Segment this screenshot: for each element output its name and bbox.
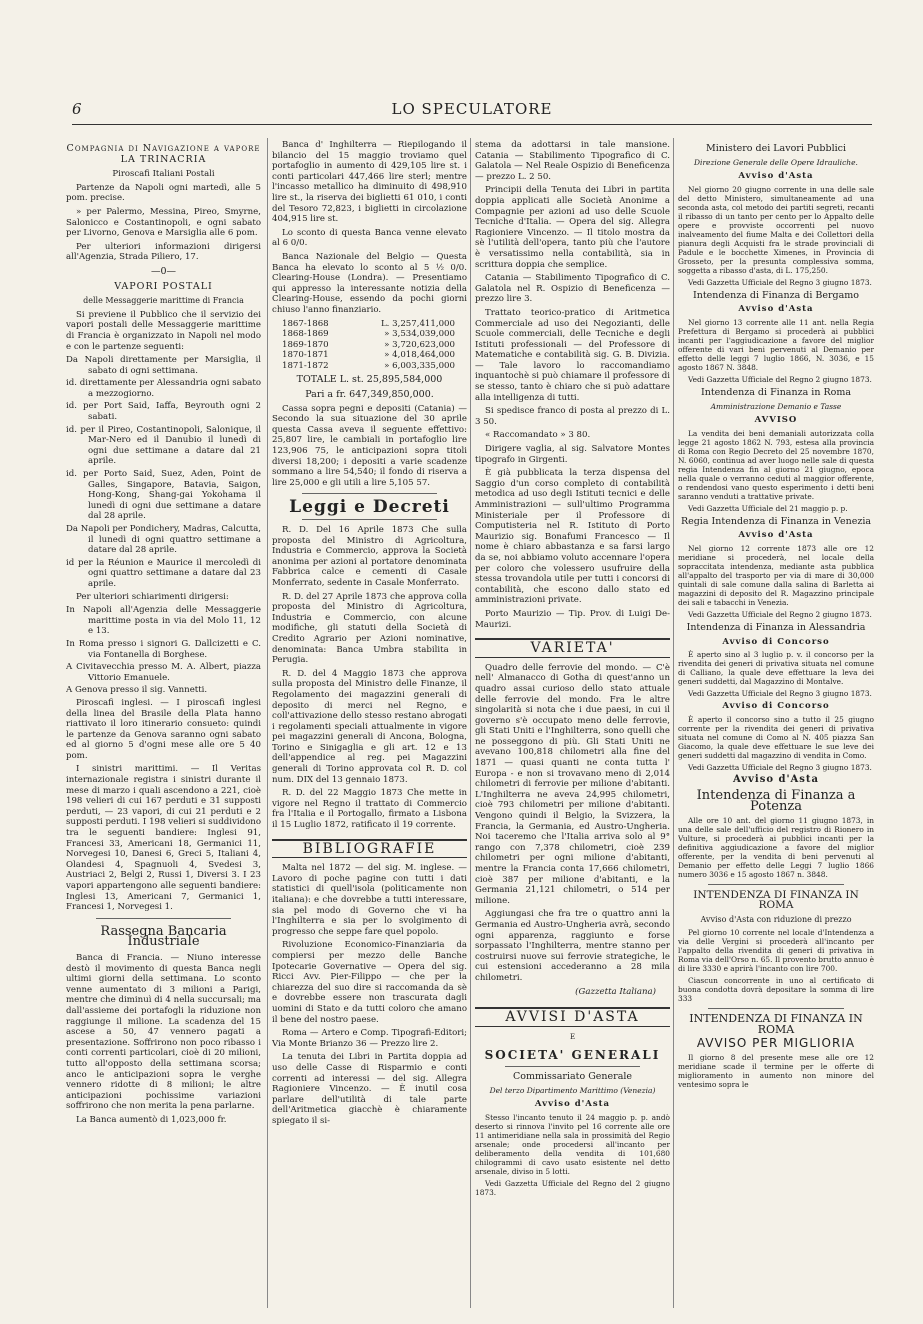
paragraph: Porto Maurizio — Tip. Prov. di Luigi De-Maurizi. [475, 608, 670, 630]
paragraph: R. D. del 27 Aprile 1873 che approva colla proposta del Ministro di Agricoltura, Industria e Commercio, con alcune modifiche, gli statuti della Società di Credito Agrario per Azioni nominative, denominata: Banca Umbra stabilita in Perugia. [272, 591, 467, 666]
roma3-title: INTENDENZA DI FINANZA IN ROMA [689, 1012, 863, 1036]
column-3 [475, 140, 670, 1305]
trinacria-title: Compagnia di Navigazione a vapore LA TRINACRIA [66, 143, 261, 165]
avvisi-conjunction: E [569, 1032, 576, 1041]
paragraph: Nel giorno 13 corrente alle 11 ant. nella Regia Prefettura di Bergamo si procederà ai pubblici incanti per l'aggiudicazione a favore del miglior offerente di vari beni pervenuti al Demanio per effetto delle leggi 7 luglio 1866, N. 3036, e 15 agosto 1867 N. 3848. [678, 317, 874, 372]
roma2-title: INTENDENZA DI FINANZA IN ROMA [693, 888, 859, 912]
leggi-title: Leggi e Decreti [289, 497, 450, 518]
list-item: id per la Réunion e Maurice il mercoledì di ogni quattro settimane a datare dal 23 aprile. [66, 557, 261, 589]
paragraph: Lo sconto di questa Banca venne elevato al 6 0/0. [272, 227, 467, 249]
paragraph: Alle ore 10 ant. del giorno 11 giugno 1873, in una delle sale dell'ufficio del registro di Rionero in Vulture, si procederà ai pubblici incanti per la definitiva aggiudicazione a favore del miglior offerente, per la vendita di beni pervenuti al Demanio per effetto delle Leggi 7 luglio 1866 numero 3036 e 15 agosto 1867 n. 3848. [678, 815, 874, 879]
column-4 [678, 140, 874, 1305]
paragraph: Si previene il Pubblico che il servizio dei vapori postali delle Messaggerie marittime di Francia è organizzato in Napoli nel modo e con le partenze seguenti: [66, 309, 261, 352]
paragraph: Vedi Gazzetta Ufficiale del Regno 3 giugno 1873. [688, 277, 872, 287]
clearing-row: 1870-1871 » 4,018,464,000 [282, 350, 455, 361]
divider [96, 918, 231, 919]
paragraph: È aperto sino al 3 luglio p. v. il concorso per la rivendita dei generi di privativa situata nel comune di Calliano, la quale deve effettuare la leva dei generi suddetti, dal Magazzino di Montalve. [678, 650, 874, 687]
clearing-pari: Pari a fr. 647,349,850,000. [305, 389, 434, 401]
paragraph: Rivoluzione Economico-Finanziaria da compiersi per mezzo delle Banche Ipotecarie Governative — Opera del sig. Ricci Avv. Pier-Filippo — che per la chiarezza del suo dire si raccomanda da sè e dovrebbe essere non trascurata dagli uomini di Stato e da tutti coloro che amano il bene del nostro paese. [272, 940, 467, 1025]
avviso-heading: Avviso di Concorso [722, 701, 830, 712]
paragraph: Ciascun concorrente in uno al certificato di buona condotta dovrà depositare la somma di lire 333 [678, 976, 874, 1004]
venezia-title: Regia Intendenza di Finanza in Venezia [680, 515, 872, 527]
divider [708, 1008, 844, 1009]
column-divider [673, 138, 674, 1308]
paragraph: Banca di Francia. — Niuno interesse destò il movimento di questa Banca negli ultimi giorni della settimana. Lo sconto venne aumentato di 3 milioni a Parigi, mentre che diminuì di 4 nella succursali; ma dall'assieme dei portafogli la riduzione non raggiunge il milione. La scadenza del 15 ascese a 50, 47 vennero pagati a presentazione. Soffrirono non poco ribasso i conti correnti particolari, cioè di 20 milioni, tutto all'opposto della settimana scorsa; anco le anticipazioni sopra le verghe vennero ridotte di 8 milioni; le altre anticipazioni pochissime variazioni soffrirono che non merita la pena parlarne. [66, 952, 261, 1112]
paragraph: La vendita dei beni demaniali autorizzata colla legge 21 agosto 1862 N. 793, estesa alla provincia di Roma con Regio Decreto del 25 novembre 1870, N. 6060, continua ad aver luogo nelle sale di questa regia Intendenza fin al giorno 21 giugno, epoca nella quale o verranno ceduti al maggior offerente, o rendendosi vano questo esperimento i detti beni saranno venduti a trattative private. [678, 428, 874, 501]
paragraph: Pel giorno 10 corrente nel locale d'Intendenza a via delle Vergini si procederà all'incanto per l'appalto della rivendita di generi di privativa in Roma via dell'Orso n. 65. Il provento brutto annuo è di lire 3330 e aprirà l'incanto con lire 700. [678, 928, 874, 974]
paragraph: Dirigere vaglia, al sig. Salvatore Montes tipografo in Girgenti. [475, 444, 670, 465]
roma-title: Intendenza di Finanza in Roma [700, 386, 852, 398]
paragraph: Per ulteriori informazioni dirigersi all'Agenzia, Strada Piliero, 17. [66, 241, 261, 263]
paragraph: Principii della Tenuta dei Libri in partita doppia applicati alle Società Anonime a Compagnie per azioni ad uso delle Scuole Tecniche d'Italia. — Opera del sig. Allegra Ragioniere Vincenzo. — Il titolo mostra da sè l'utilità dell'opera, tanto più che l'autore è versatissimo nella contabilità, sia in scrittura doppia che semplice. [475, 185, 670, 270]
list-item: id. direttamente per Alessandria ogni sabato a mezzogiorno. [66, 378, 261, 399]
paragraph: Aggiungasi che fra tre o quattro anni la Germania ed Austro-Ungheria avrà, secondo ogni apparenza, raggiunto e forse sorpassato l'Inghilterra, mentre stanno per costruirsi nuove sui ferrovie strategiche, le cui estensioni accederanno a 28 mila chilometri. [475, 909, 670, 983]
paragraph: Il giorno 8 del presente mese alle ore 12 meridiane scade il termine per le offerte di miglioramento in aumento non minore del ventesimo sopra le [678, 1053, 874, 1090]
separator: —0— [150, 265, 177, 277]
paragraph: Vedi Gazzetta Ufficiale del Regno del 2 giugno 1873. [475, 1178, 670, 1197]
list-item: id. per Port Said, Iaffa, Beyrouth ogni 2 sabati. [66, 401, 261, 423]
divider [505, 1066, 640, 1067]
avviso-heading: Avviso d'Asta [534, 1099, 611, 1110]
paragraph: R. D. del 22 Maggio 1873 Che mette in vigore nel Regno il trattato di Commercio fra l'Italia e il Portogallo, firmato a Lisbona il 15 Luglio 1872, ratificato il 19 corrente. [272, 788, 467, 831]
divider [302, 519, 437, 520]
paragraph: Nel giorno 12 corrente 1873 alle ore 12 meridiane si procederà, nel locale della sopraccitata intendenza, mediante asta pubblica all'appalto del trasporto per via di mare di 30,000 quintali di sale comune dalla salina di Barletta ai magazzini di deposito del R. Magazzino principale dei sali e tabacchi in Venezia. [678, 543, 874, 607]
clearing-total: TOTALE L. st. 25,895,584,000 [296, 374, 443, 386]
avviso-heading: Avviso d'Asta [738, 171, 814, 182]
clearing-row: 1867-1868 L. 3,257,411,000 [282, 318, 455, 329]
paragraph: Partenze da Napoli ogni martedì, alle 5 pom. precise. [66, 182, 261, 204]
paragraph: Trattato teorico-pratico di Aritmetica Commerciale ad uso dei Negozianti, delle Scuole commerciali, delle Tecniche e degli Istituti professionali — del Professore di Matematiche e contabilità sig. G. B. Divizia. — Tale lavoro lo raccomandiamo inquantochè si può chiamare il professore di se stesso, tanto è chiaro che si può adattare alla intelligenza di tutti. [475, 307, 670, 403]
column-2 [272, 140, 467, 1305]
masthead: LO SPECULATORE [391, 100, 553, 118]
paragraph: Vedi Gazzetta Ufficiale del 21 maggio p. p. [688, 503, 848, 513]
paragraph: Si spedisce franco di posta al prezzo di L. 3 50. [475, 406, 670, 427]
paragraph: Vedi Gazzetta Ufficiale del Regno 3 giugno 1873. [688, 689, 872, 699]
list-item: A Genova presso il sig. Vannetti. [66, 685, 208, 696]
paragraph: Malta nel 1872 — del sig. M. inglese. — Lavoro di poche pagine con tutti i dati statistici di quell'isola (politicamente non italiana): e che dovrebbe a tutti interessare, sia pel modo di Governo che vi ha l'Inghilterra e sia per lo svolgimento di progresso che seppe fare quel popolo. [272, 863, 467, 937]
source-credit: (Gazzetta Italiana) [575, 986, 656, 997]
rassegna-title: Rassegna Bancaria Industriale [100, 923, 227, 950]
list-item: Da Napoli per Pondichery, Madras, Calcutta, il lunedì di ogni quattro settimane a datare dal 28 aprile. [66, 524, 261, 556]
avvisi-title: AVVISI D'ASTA [475, 1007, 670, 1027]
clearing-row: 1871-1872 » 6,003,335,000 [282, 360, 455, 371]
vapori-subtitle: delle Messaggerie marittime di Francia [83, 296, 244, 306]
potenza-title: Intendenza di Finanza a Potenza [696, 788, 856, 814]
varieta-title: VARIETA' [475, 638, 670, 658]
dipartimento-subtitle: Del terzo Dipartimento Marittimo (Venezia) [489, 1085, 656, 1095]
avviso-heading: AVVISO [754, 415, 798, 426]
paragraph: » per Palermo, Messina, Pireo, Smyrne, Salonicco e Costantinopoli, e ogni sabato per Livorno, Genova e Marsiglia alle 6 pom. [66, 206, 261, 239]
header-rule [72, 124, 872, 125]
paragraph: Cassa sopra pegni e depositi (Catania) — Secondo la sua situazione del 30 aprile questa Cassa aveva il seguente effettivo: 25,807 lire, le cambiali in portafoglio lire 123,906 75, le anticipazioni sopra titoli diversi 18,200; i depositi a varie scadenze sommano a lire 54,540; il fondo di riserva a lire 25,000 e gli utili a lire 5,105 57. [272, 403, 467, 488]
paragraph: Banca d' Inghilterra — Riepilogando il bilancio del 15 maggio troviamo quel portafoglio in aumento di 429,105 lire st. i conti particolari 447,466 lire sterl; mentre l'incasso metallico ha diminuito di 498,910 lire st., la riserva dei biglietti 61 010, i conti del Tesoro 72,823, i biglietti in circolazione 404,915 lire st. [272, 140, 467, 225]
alessandria-title: Intendenza di Finanza in Alessandria [686, 621, 866, 633]
list-item: In Napoli all'Agenzia delle Messaggerie marittime posta in via del Molo 11, 12 e 13. [66, 605, 261, 637]
column-1 [66, 140, 261, 1305]
ministero-title: Ministero dei Lavori Pubblici [705, 143, 847, 154]
paragraph: Per ulteriori schiarimenti dirigersi: [76, 591, 229, 602]
avviso-heading: Avviso d'Asta [738, 304, 814, 315]
ministero-subtitle: Direzione Generale delle Opere Idrauliche. [694, 157, 858, 167]
paragraph: Stesso l'incanto tenuto il 24 maggio p. p. andò deserto si rinnova l'invito pel 16 corrente alle ore 11 antimeridiane nella sala in prossimità del Regio arsenale; onde procedersi all'incanto per deliberamento della vendita di 101,680 chilogrammi di cavo usato esistente nel detto arsenale, diviso in 5 lotti. [475, 1112, 670, 1176]
paragraph: È aperto il concorso sino a tutto il 25 giugno corrente per la rivendita dei generi di privativa situata nel comune di Como al N. 405 piazza San Giacomo, la quale deve effettuare le sue leve dei generi suddetti dal magazzino di vendita in Como. [678, 714, 874, 760]
list-item: id. per Porto Said, Suez, Aden, Point de Galles, Singapore, Batavia, Saigon, Hong-Kong, Shang-gai Yokohama il lunedì di ogni due settimane a datare dal 28 aprile. [66, 469, 261, 522]
societa-title: SOCIETA' GENERALI [484, 1048, 661, 1063]
vapori-title: VAPORI POSTALI [114, 280, 213, 292]
divider [708, 884, 844, 885]
paragraph: R. D. Del 16 Aprile 1873 Che sulla proposta del Ministro di Agricoltura, Industria e Commercio, approva la Società anonima per azioni al portatore denominata Fabbrica calce e cementi di Casale Monferrato, sedente in Casale Monferrato. [272, 525, 467, 588]
bergamo-title: Intendenza di Finanza di Bergamo [692, 289, 860, 301]
paragraph: Piroscafi inglesi. — I piroscafi inglesi della linea del Brasile della Plata hanno riattivato il loro itinerario consueto: quindi le partenze da Genova saranno ogni sabato ed al giorno 5 d'ogni mese alle ore 5 40 pom. [66, 697, 261, 761]
divider [302, 493, 437, 494]
paragraph: Quadro delle ferrovie del mondo. — C'è nell' Almanacco di Gotha di quest'anno un quadro assai curioso dello stato attuale delle ferrovie del mondo. Fra le altre singolarità si nota che i due paesi, in cui il governo s'è occupato meno delle ferrovie, gli Stati Uniti e l'Inghilterra, sono quelli che ne posseggono di più. Gli Stati Uniti ne avevano 100,818 chilometri alla fine del 1871 — quasi quanti ne conta tutta l' Europa - e non si trovavano meno di 2,014 chilometri di ferrovie per milione d'abitanti. L'Inghilterra ne aveva 24,995 chilometri, cioè 793 chilometri per milione d'abitanti. Vengono quindi il Belgio, la Svizzera, la Francia, la Germania, ed Austro-Ungheria. Noi taceremo che l'Italia arriva solo al 9° rango con 7,378 chilometri, cioè 239 chilometri per ogni milione d'abitanti, mentre la Francia conta 17,666 chilometri, cioè 387 per milione d'abitanti, e la Germania 21,121 chilometri, o 514 per milione. [475, 662, 670, 906]
roma3-subtitle: AVVISO PER MIGLIORIA [696, 1036, 856, 1051]
list-item: Da Napoli direttamente per Marsiglia, il sabato di ogni settimana. [66, 355, 261, 376]
commissariato-title: Commissariato Generale [512, 1070, 633, 1082]
paragraph: Roma — Artero e Comp. Tipografi-Editori; Via Monte Brianzo 36 — Prezzo lire 2. [272, 1028, 467, 1049]
bibliografie-title: BIBLIOGRAFIE [272, 839, 467, 859]
paragraph: La tenuta dei Libri in Partita doppia ad uso delle Casse di Risparmio e conti correnti ad interessi — del sig. Allegra Ragioniere Vincenzo. — È inutil cosa parlare dell'utilità di tale parte dell'Aritmetica giacchè è chiaramente spiegato il si- [272, 1052, 467, 1126]
paragraph: Catania — Stabilimento Tipografico di C. Galatola nel R. Ospizio di Beneficenza — prezzo lire 3. [475, 273, 670, 305]
list-item: In Roma presso i signori G. Dallcizetti e C. via Fontanella di Borghese. [66, 638, 261, 660]
paragraph: Banca Nazionale del Belgio — Questa Banca ha elevato lo sconto al 5 ½ 0/0. Clearing-House (Londra). — Presentiamo qui appresso la interessante notizia della Clearing-House, essendo da pochi giorni chiuso l'anno finanziario. [272, 251, 467, 315]
paragraph: « Raccomandato » 3 80. [485, 430, 591, 441]
avviso-heading: Avviso d'Asta [738, 530, 814, 541]
clearing-row: 1869-1870 » 3,720,623,000 [282, 339, 455, 350]
column-divider [267, 138, 268, 1308]
list-item: A Civitavecchia presso M. A. Albert, piazza Vittorio Emanuele. [66, 662, 261, 683]
page-number: 6 [72, 100, 82, 118]
avviso-heading: Avviso di Concorso [722, 636, 830, 647]
paragraph: stema da adottarsi in tale mansione. Catania — Stabilimento Tipografico di C. Galatola — Nel Reale Ospizio di Beneficenza — prezzo L. 2 50. [475, 140, 670, 182]
roma-subtitle: Amministrazione Demanio e Tasse [710, 401, 842, 411]
paragraph: Nel giorno 20 giugno corrente in una delle sale del detto Ministero, simultaneamente ad una seconda asta, col metodo dei partiti segreti, recanti il ribasso di un tanto per cento per lo Appalto delle opere e provviste occorrenti pel nuovo inalveamento del fiume Malta e dei Collettori della pianura degli Acquisti fra le strade provinciali di Padule e le bocchette Ximenes, in Provincia di Grosseto, per la presunta complessiva somma, soggetta a ribasso d'asta, di L. 175,250. [678, 184, 874, 275]
paragraph: Vedi Gazzetta Ufficiale del Regno 2 giugno 1873. [688, 609, 872, 619]
roma2-subtitle: Avviso d'Asta con riduzione di prezzo [700, 914, 852, 924]
clearing-row: 1868-1869 » 3,534,039,000 [282, 329, 455, 340]
paragraph: È già pubblicata la terza dispensa del Saggio d'un corso completo di contabilità metodica ad uso degli Istituti tecnici e delle Amministrazioni — sull'ultimo Programma Ministeriale per il Professore di Computisteria nel R. Istituto di Porto Maurizio sig. Bonafumi Francesco — Il nome è chiaro abbastanza e sa farsi largo da se, noi abbiamo voluto accennare l'opera per coloro che volessero usufruire della stessa trovandola utile per tutti i concorsi di contabilità, che escono dallo stato ed amministrazioni private. [475, 468, 670, 606]
list-item: id. per il Pireo, Costantinopoli, Salonique, il Mar-Nero ed il Danubio il lunedì di ogni due settimane a datare dal 21 aprile. [66, 424, 261, 467]
trinacria-subtitle: Piroscafi Italiani Postali [112, 169, 215, 180]
paragraph: I sinistri marittimi. — Il Veritas internazionale registra i sinistri durante il mese di marzo i quali ascendono a 221, cioè 198 velieri di cui 167 perduti e 31 supposti perduti, — 23 vapori, di cui 21 perduti e 2 supposti perduti. I 198 velieri si suddividono tra le seguenti bandiere: Inglesi 91, Francesi 33, Americani 18, Germanici 11, Norvegesi 10, Danesi 6, Greci 5, Italiani 4, Olandesi 4, Spagnuoli 4, Svedesi 3, Austriaci 2, Belgi 2, Russi 1, Diversi 3. I 23 vapori appartengono alle seguenti bandiere: Inglesi 13, Americani 7, Germanici 1, Francesi 1, Norvegesi 1. [66, 764, 261, 913]
paragraph: La Banca aumentò di 1,023,000 fr. [76, 1114, 227, 1125]
avviso-heading: Avviso d'Asta [732, 773, 820, 785]
paragraph: Vedi Gazzetta Ufficiale del Regno 3 giugno 1873. [688, 762, 872, 772]
page-header [72, 100, 872, 122]
paragraph: Vedi Gazzetta Ufficiale del Regno 2 giugno 1873. [688, 374, 872, 384]
paragraph: R. D. del 4 Maggio 1873 che approva sulla proposta del Ministro delle Finanze, il Regolamento dei magazzini generali di deposito di merci nel Regno, e coll'attivazione dello stesso restano abrogati i regolamenti speciali attualmente in vigore pei magazzini generali di Ancona, Bologna, Torino e Sinigaglia e gli art. 12 e 13 dell'appendice al reg. pei Magazzini generali di Torino approvata col R. D. col num. DIX del 13 gennaio 1873. [272, 668, 467, 785]
column-divider [470, 138, 471, 1308]
